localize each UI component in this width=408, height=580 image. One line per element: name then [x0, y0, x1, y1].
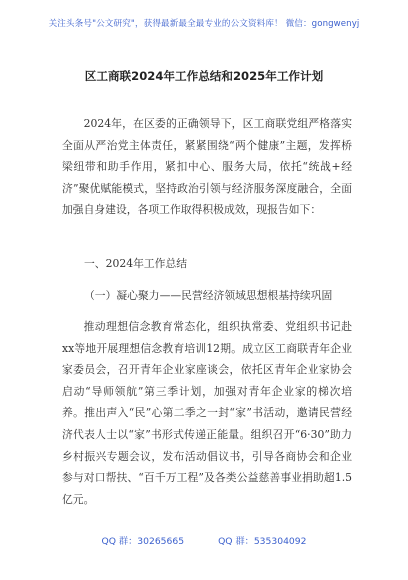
document-title: 区工商联2024年工作总结和2025年工作计划: [84, 69, 324, 83]
qq-group-2: QQ 群：535304092: [218, 536, 307, 547]
intro-paragraph: 2024年，在区委的正确领导下，区工商联党组严格落实全面从严治党主体责任，紧紧围绕“两个健康”主题，发挥桥梁纽带和助手作用，紧扣中心、服务大局，依托“统战+经济”聚优赋能模式，坚持政治引领与经济服务深度融合，全面加强自身建设，各项工作取得积极成效，现报告如下：: [62, 117, 352, 217]
qq-group-1: QQ 群：30265665: [101, 536, 185, 547]
body-paragraph: 推动理想信念教育常态化，组织执常委、党组织书记赴xx等地开展理想信念教育培训12期。成立区工商联青年企业家委员会，召开青年企业家座谈会，依托区青年企业家协会启动“导师领航”第三季计划，加强对青年企业家的梯次培养。推出声入“民”心第二季之一封“家”书活动，邀请民营经济代表人士以“家”书形式传递正能量。组织召开“6·30”助力乡村振兴专题会议，发布活动倡议书，引导各商协会和企业参与对口帮扶、“百千万工程”及各类公益慈善事业捐助超1.5亿元。: [62, 320, 352, 506]
header-promo-note: 关注头条号"公文研究"，获得最新最全最专业的公文资料库！ 微信：gongwenyj: [48, 19, 360, 29]
footer-qq-groups: [0, 533, 408, 547]
section-heading-2024-summary: 一、2024年工作总结: [84, 257, 188, 270]
subsection-heading-cohesion: （一）凝心聚力——民营经济领域思想根基持续巩固: [84, 289, 333, 302]
